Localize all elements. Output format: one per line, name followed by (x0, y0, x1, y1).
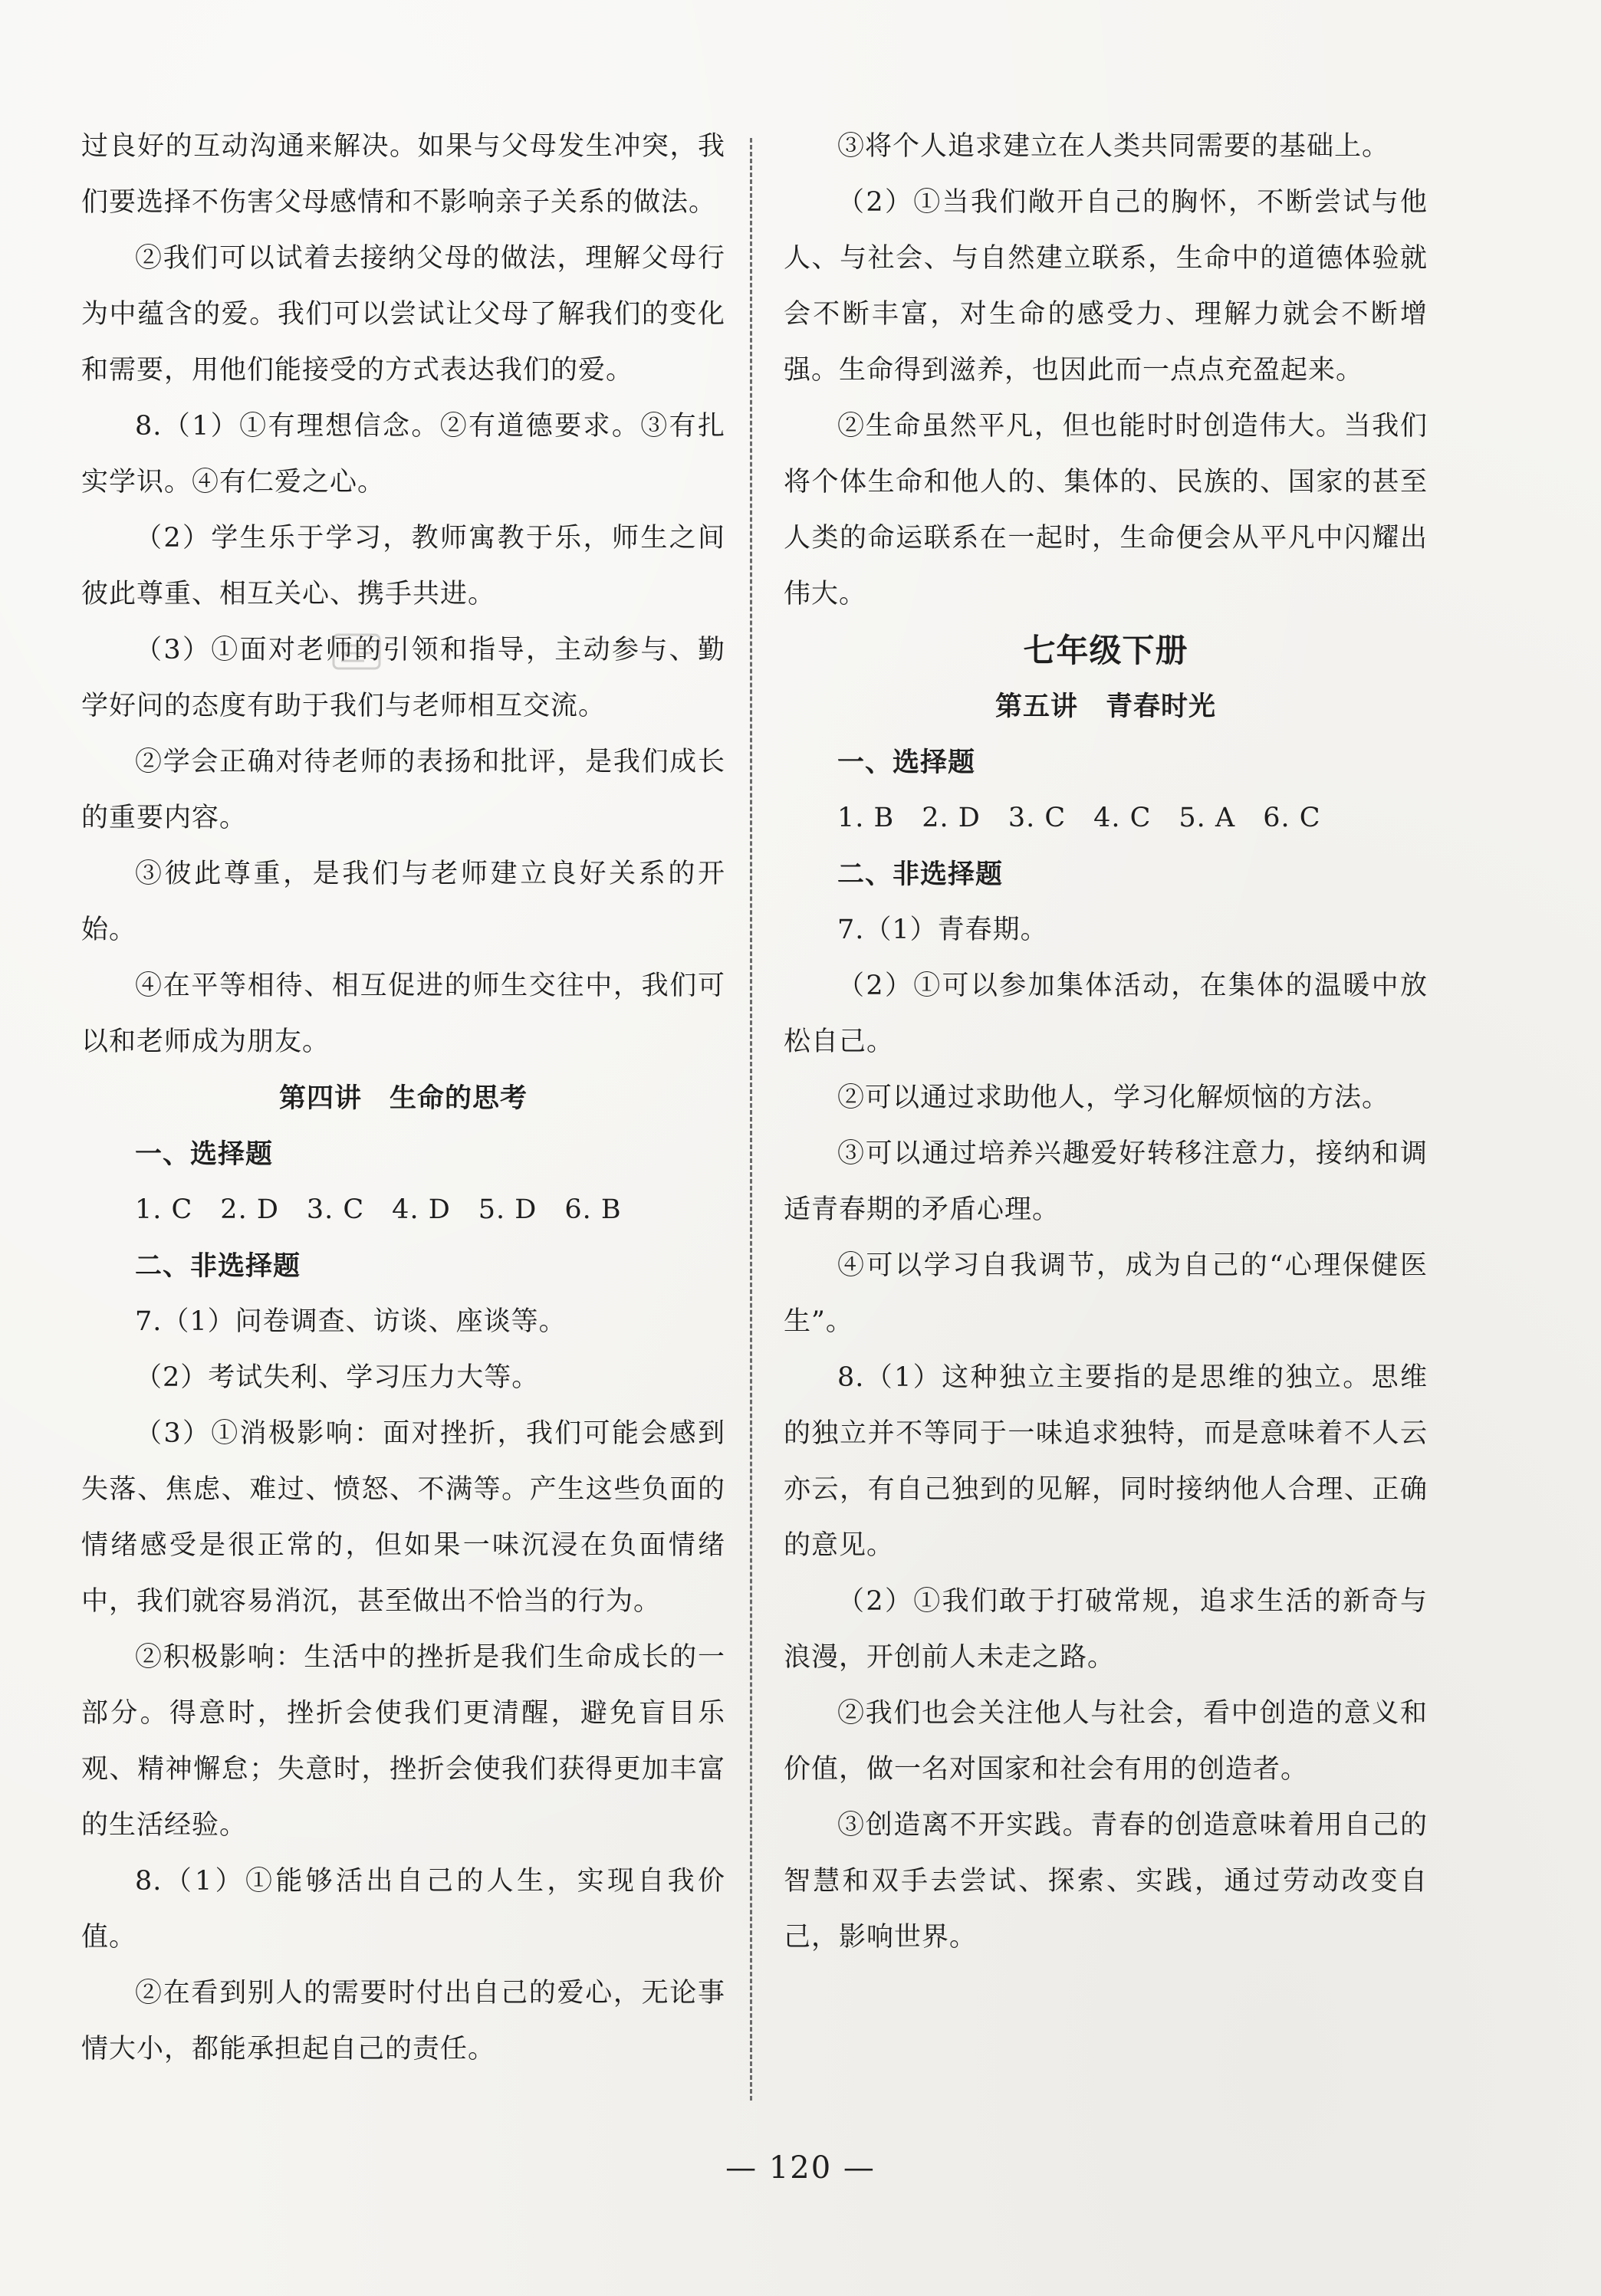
watermark-stamp-icon (330, 629, 383, 675)
paragraph: ②可以通过求助他人，学习化解烦恼的方法。 (837, 1082, 1390, 1113)
column-divider (750, 138, 752, 2101)
paragraph: ②积极影响：生活中的挫折是我们生命成长的一部分。得意时，挫折会使我们更清醒，避免盲目乐观、精神懈怠；失意时，挫折会使我们获得更加丰富的生活经验。 (81, 1642, 725, 1841)
paragraph: ②在看到别人的需要时付出自己的爱心，无论事情大小，都能承担起自己的责任。 (81, 1978, 725, 2064)
paragraph: ③创造离不开实践。青春的创造意味着用自己的智慧和双手去尝试、探索、实践，通过劳动改变自己，影响世界。 (784, 1810, 1428, 1953)
paragraph: 8.（1）①能够活出自己的人生，实现自我价值。 (81, 1866, 725, 1953)
paragraph: （2）①可以参加集体活动，在集体的温暖中放松自己。 (784, 971, 1428, 1057)
right-column (784, 119, 1428, 1966)
paragraph: ②我们可以试着去接纳父母的做法，理解父母行为中蕴含的爱。我们可以尝试让父母了解我们的变化和需要，用他们能接受的方式表达我们的爱。 (81, 243, 725, 386)
paragraph: 8.（1）这种独立主要指的是思维的独立。思维的独立并不等同于一味追求独特，而是意味着不人云亦云，有自己独到的见解，同时接纳他人合理、正确的意见。 (784, 1362, 1428, 1561)
answer-line: 1. C 2. D 3. C 4. D 5. D 6. B (135, 1194, 622, 1225)
paragraph: 7.（1）问卷调查、访谈、座谈等。 (135, 1306, 567, 1337)
paragraph: ②我们也会关注他人与社会，看中创造的意义和价值，做一名对国家和社会有用的创造者。 (784, 1698, 1428, 1785)
paragraph: （2）考试失利、学习压力大等。 (135, 1362, 540, 1393)
paragraph: ③可以通过培养兴趣爱好转移注意力，接纳和调适青春期的矛盾心理。 (784, 1138, 1428, 1225)
section-heading: 一、选择题 (837, 747, 976, 778)
section-heading: 一、选择题 (135, 1138, 274, 1170)
paragraph: 8.（1）①有理想信念。②有道德要求。③有扎实学识。④有仁爱之心。 (81, 411, 725, 498)
paragraph: （3）①面对老师的引领和指导，主动参与、勤学好问的态度有助于我们与老师相互交流。 (81, 635, 725, 721)
page-number: — 120 — (725, 2150, 876, 2186)
paragraph: ③彼此尊重，是我们与老师建立良好关系的开始。 (81, 859, 725, 945)
paragraph: 7.（1）青春期。 (837, 915, 1048, 945)
section-heading: 二、非选择题 (837, 859, 1004, 890)
paragraph: （2）①当我们敞开自己的胸怀，不断尝试与他人、与社会、与自然建立联系，生命中的道德体验就会不断丰富，对生命的感受力、理解力就会不断增强。生命得到滋养，也因此而一点点充盈起来。 (784, 187, 1428, 386)
paragraph: （3）①消极影响：面对挫折，我们可能会感到失落、焦虑、难过、愤怒、不满等。产生这些负面的情绪感受是很正常的，但如果一味沉浸在负面情绪中，我们就容易消沉，甚至做出不恰当的行为。 (81, 1418, 725, 1617)
paragraph: （2）①我们敢于打破常规，追求生活的新奇与浪漫，开创前人未走之路。 (784, 1586, 1428, 1673)
paragraph: ③将个人追求建立在人类共同需要的基础上。 (837, 131, 1390, 162)
paragraph: ②学会正确对待老师的表扬和批评，是我们成长的重要内容。 (81, 747, 725, 833)
paragraph: ②生命虽然平凡，但也能时时创造伟大。当我们将个体生命和他人的、集体的、民族的、国家的甚至人类的命运联系在一起时，生命便会从平凡中闪耀出伟大。 (784, 411, 1428, 609)
left-column (81, 119, 725, 2078)
paragraph: ④在平等相待、相互促进的师生交往中，我们可以和老师成为朋友。 (81, 971, 725, 1057)
lecture-title: 第五讲 青春时光 (994, 691, 1216, 722)
section-heading: 二、非选择题 (135, 1250, 301, 1282)
paragraph: （2）学生乐于学习，教师寓教于乐，师生之间彼此尊重、相互关心、携手共进。 (81, 523, 725, 609)
grade-title: 七年级下册 (1023, 632, 1188, 669)
paragraph: 过良好的互动沟通来解决。如果与父母发生冲突，我们要选择不伤害父母感情和不影响亲子关系的做法。 (81, 131, 725, 218)
lecture-title: 第四讲 生命的思考 (278, 1082, 528, 1114)
answer-line: 1. B 2. D 3. C 4. C 5. A 6. C (837, 803, 1321, 833)
paragraph: ④可以学习自我调节，成为自己的“心理保健医生”。 (784, 1250, 1428, 1337)
